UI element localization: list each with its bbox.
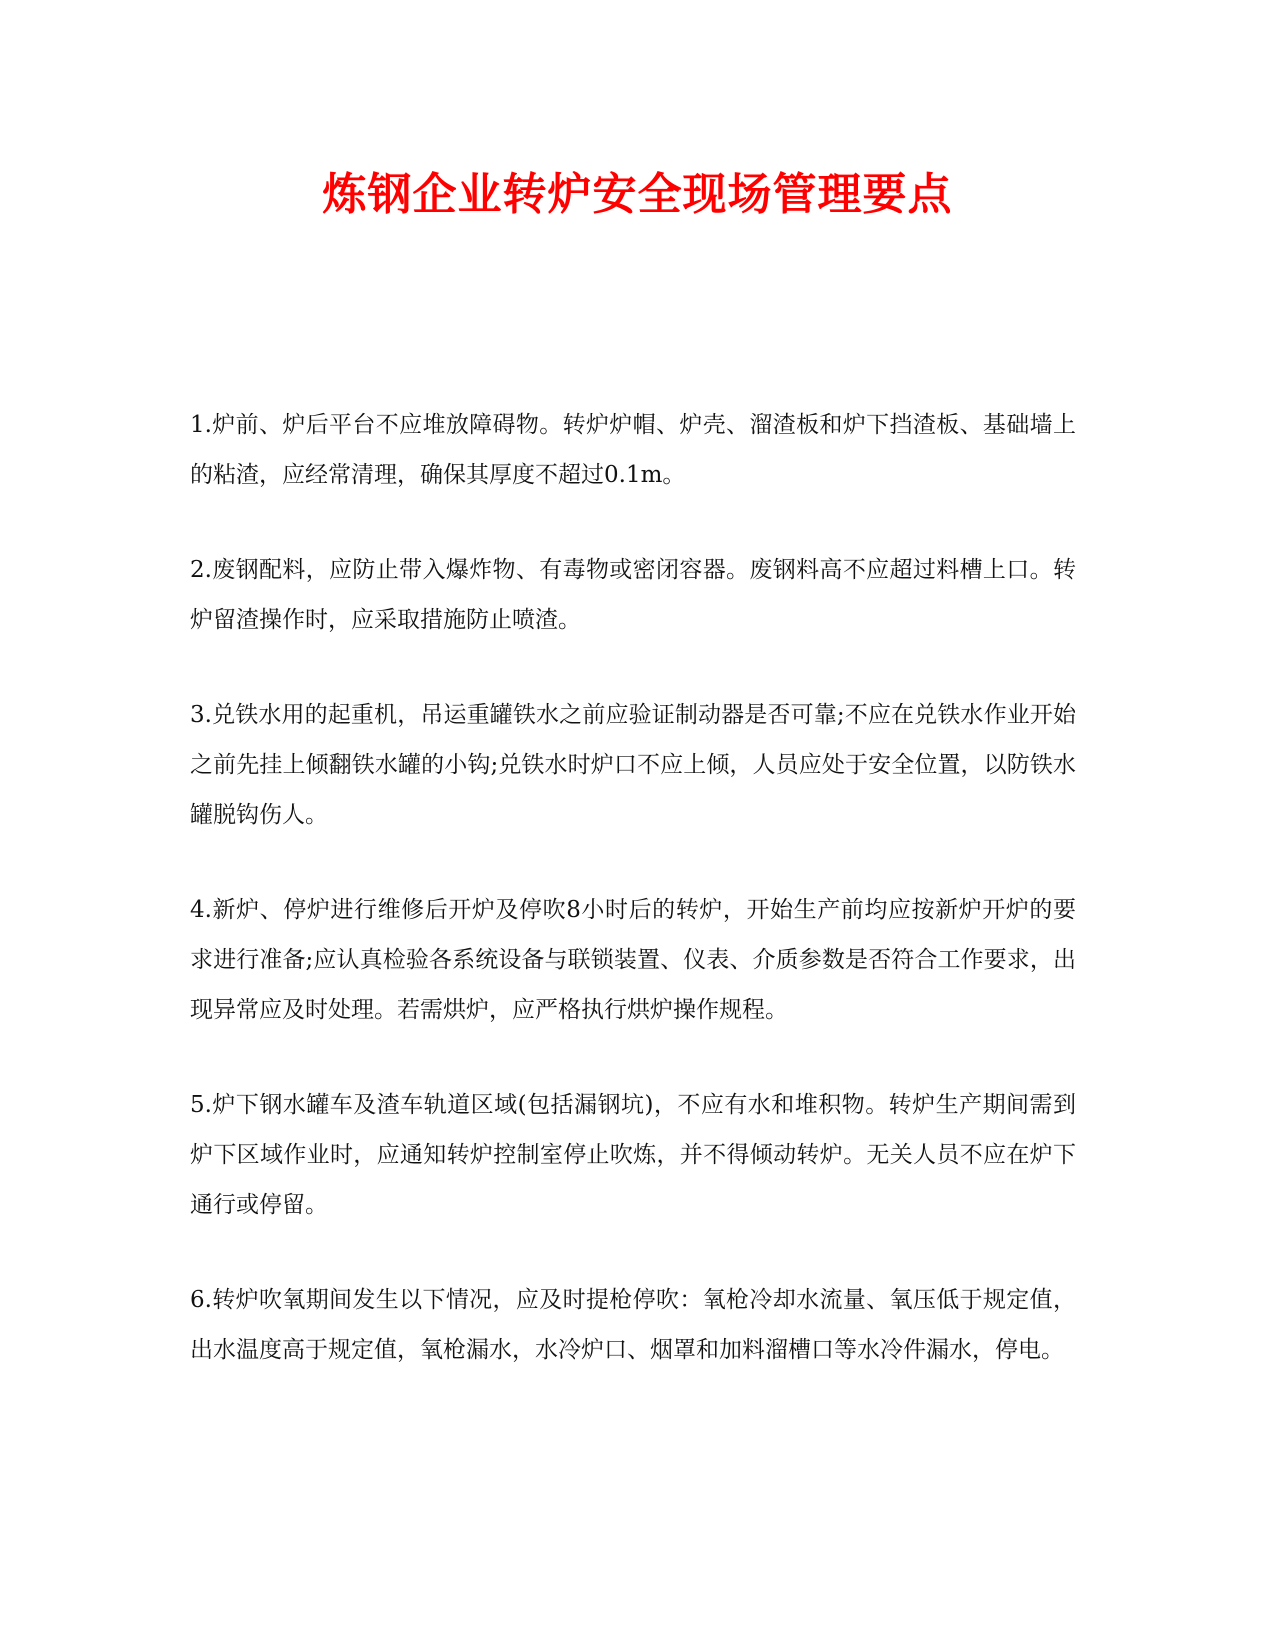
paragraph-1: 1.炉前、炉后平台不应堆放障碍物。转炉炉帽、炉壳、溜渣板和炉下挡渣板、基础墙上的粘渣，应经常清理，确保其厚度不超过0.1m。: [190, 412, 1076, 488]
document-title: 炼钢企业转炉安全现场管理要点: [322, 169, 953, 220]
paragraph-4: 4.新炉、停炉进行维修后开炉及停吹8小时后的转炉，开始生产前均应按新炉开炉的要求进行准备;应认真检验各系统设备与联锁装置、仪表、介质参数是否符合工作要求，出现异常应及时处理。若需烘炉，应严格执行烘炉操作规程。: [190, 897, 1076, 1023]
paragraph-3: 3.兑铁水用的起重机，吊运重罐铁水之前应验证制动器是否可靠;不应在兑铁水作业开始之前先挂上倾翻铁水罐的小钩;兑铁水时炉口不应上倾，人员应处于安全位置，以防铁水罐脱钩伤人。: [190, 702, 1076, 828]
document-body: [190, 400, 1076, 1420]
paragraph-6: 6.转炉吹氧期间发生以下情况，应及时提枪停吹：氧枪冷却水流量、氧压低于规定值，出水温度高于规定值，氧枪漏水，水冷炉口、烟罩和加料溜槽口等水冷件漏水，停电。: [190, 1287, 1076, 1363]
paragraph-5: 5.炉下钢水罐车及渣车轨道区域(包括漏钢坑)，不应有水和堆积物。转炉生产期间需到炉下区域作业时，应通知转炉控制室停止吹炼，并不得倾动转炉。无关人员不应在炉下通行或停留。: [190, 1092, 1076, 1218]
paragraph-2: 2.废钢配料，应防止带入爆炸物、有毒物或密闭容器。废钢料高不应超过料槽上口。转炉留渣操作时，应采取措施防止喷渣。: [190, 557, 1076, 633]
